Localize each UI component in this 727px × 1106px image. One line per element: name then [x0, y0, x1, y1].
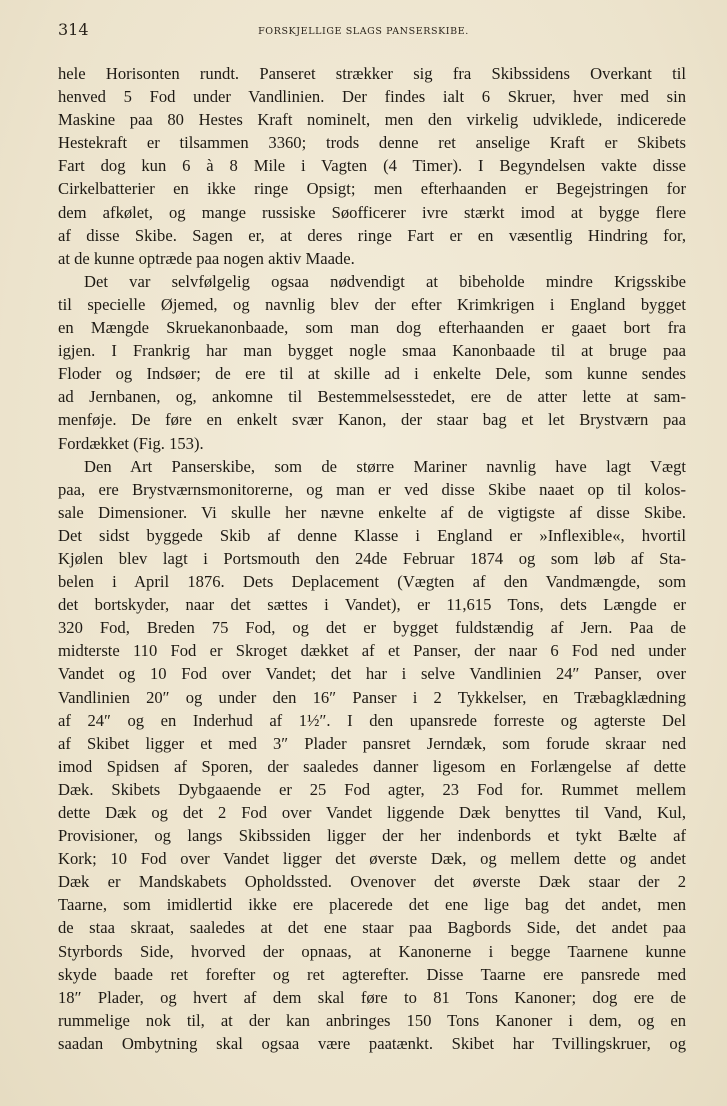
text-line: Fart dog kun 6 à 8 Mile i Vagten (4 Timer). I Begyndelsen vakte disse [58, 156, 686, 176]
text-line: Det sidst byggede Skib af denne Klasse i England er »Inflexible«, hvortil [58, 525, 686, 545]
text-line: af Skibet ligger et med 3″ Plader pansret Jerndæk, som forude skraar ned [58, 733, 686, 753]
text-line: at de kunne optræde paa nogen aktiv Maade. [58, 248, 355, 268]
text-line: Cirkelbatterier en ikke ringe Opsigt; men efterhaanden er Begejstringen for [58, 179, 686, 199]
text-line: paa, ere Brystværnsmonitorerne, og man er ved disse Skibe naaet op til kolos- [58, 479, 686, 499]
text-line: Styrbords Side, hvorved der opnaas, at Kanonerne i begge Taarnene kunne [58, 941, 686, 961]
text-line: til specielle Øjemed, og navnlig blev der efter Krimkrigen i England bygget [58, 294, 686, 314]
text-line: saadan Ombytning skal ogsaa være paatænkt. Skibet har Tvillingskruer, og [58, 1033, 686, 1053]
text-line: rummelige nok til, at der kan anbringes 150 Tons Kanoner i dem, og en [58, 1010, 686, 1030]
text-line: af 24″ og en Inderhud af 1½″. I den upansrede forreste og agterste Del [58, 710, 686, 730]
text-line: af disse Skibe. Sagen er, at deres ringe Fart er en væsentlig Hindring for, [58, 225, 686, 245]
text-line: det bortskyder, naar det sættes i Vandet), er 11,615 Tons, dets Længde er [58, 595, 686, 615]
text-line: 320 Fod, Breden 75 Fod, og det er bygget fuldstændig af Jern. Paa de [58, 618, 686, 638]
text-line: Hestekraft er tilsammen 3360; trods denne ret anselige Kraft er Skibets [58, 133, 686, 153]
text-line: belen i April 1876. Dets Deplacement (Vægten af den Vandmængde, som [58, 572, 686, 592]
running-head: FORSKJELLIGE SLAGS PANSERSKIBE. [258, 26, 469, 37]
text-line: henved 5 Fod under Vandlinien. Der findes ialt 6 Skruer, hver med sin [58, 87, 686, 107]
text-line: Kjølen blev lagt i Portsmouth den 24de Februar 1874 og som løb af Sta- [58, 548, 686, 568]
text-line: Kork; 10 Fod over Vandet ligger det øverste Dæk, og mellem dette og andet [58, 849, 686, 869]
text-line: Vandet og 10 Fod over Vandet; det har i selve Vandlinien 24″ Panser, over [58, 664, 686, 684]
text-line: Maskine paa 80 Hestes Kraft nominelt, men den virkelig udviklede, indicerede [58, 110, 686, 130]
text-line: igjen. I Frankrig har man bygget nogle smaa Kanonbaade til at bruge paa [58, 341, 686, 361]
text-line: imod Spidsen af Sporen, der saaledes danner ligesom en Forlængelse af dette [58, 756, 686, 776]
text-line: dette Dæk og det 2 Fod over Vandet liggende Dæk benyttes til Vand, Kul, [58, 803, 686, 822]
text-line: Taarne, som imidlertid ikke ere placerede det ene lige bag det andet, men [58, 895, 686, 915]
text-line: Floder og Indsøer; de ere til at skille ad i enkelte Dele, som kunne sendes [58, 364, 686, 384]
text-line: ad Jernbanen, og, ankomne til Bestemmelsesstedet, ere de atter lette at sam- [58, 387, 686, 407]
text-line: sale Dimensioner. Vi skulle her nævne enkelte af de vigtigste af disse Skibe. [58, 502, 686, 522]
body-text [58, 62, 686, 1055]
text-line: midterste 110 Fod er Skroget dækket af et Panser, der naar 6 Fod ned under [58, 641, 686, 661]
text-line: de staa skraat, saaledes at det ene staar paa Bagbords Side, det andet paa [58, 918, 686, 938]
text-line: Det var selvfølgelig ogsaa nødvendigt at bibeholde mindre Krigsskibe [84, 271, 686, 291]
text-line: Den Art Panserskibe, som de større Mariner navnlig have lagt Vægt [84, 456, 686, 476]
text-line: skyde baade ret forefter og ret agterefter. Disse Taarne ere pansrede med [58, 964, 686, 984]
text-line: Fordækket (Fig. 153). [58, 433, 204, 453]
text-line: Vandlinien 20″ og under den 16″ Panser i 2 Tykkelser, en Træbagklædning [58, 687, 686, 707]
text-line: 18″ Plader, og hvert af dem skal føre to 81 Tons Kanoner; dog ere de [58, 987, 686, 1007]
text-line: Dæk er Mandskabets Opholdssted. Ovenover det øverste Dæk staar der 2 [58, 872, 686, 892]
text-line: Provisioner, og langs Skibssiden ligger der her indenbords et tykt Bælte af [58, 826, 686, 846]
text-line: en Mængde Skruekanonbaade, som man dog efterhaanden er gaaet bort fra [58, 318, 686, 338]
text-line: dem afkølet, og mange russiske Søofficerer ivre stærkt imod at bygge flere [58, 202, 686, 222]
text-line: menføje. De føre en enkelt svær Kanon, der staar bag et let Brystværn paa [58, 410, 686, 430]
text-line: hele Horisonten rundt. Panseret strækker sig fra Skibssidens Overkant til [58, 64, 686, 83]
text-line: Dæk. Skibets Dybgaaende er 25 Fod agter, 23 Fod for. Rummet mellem [58, 779, 686, 799]
page-number: 314 [58, 20, 89, 39]
